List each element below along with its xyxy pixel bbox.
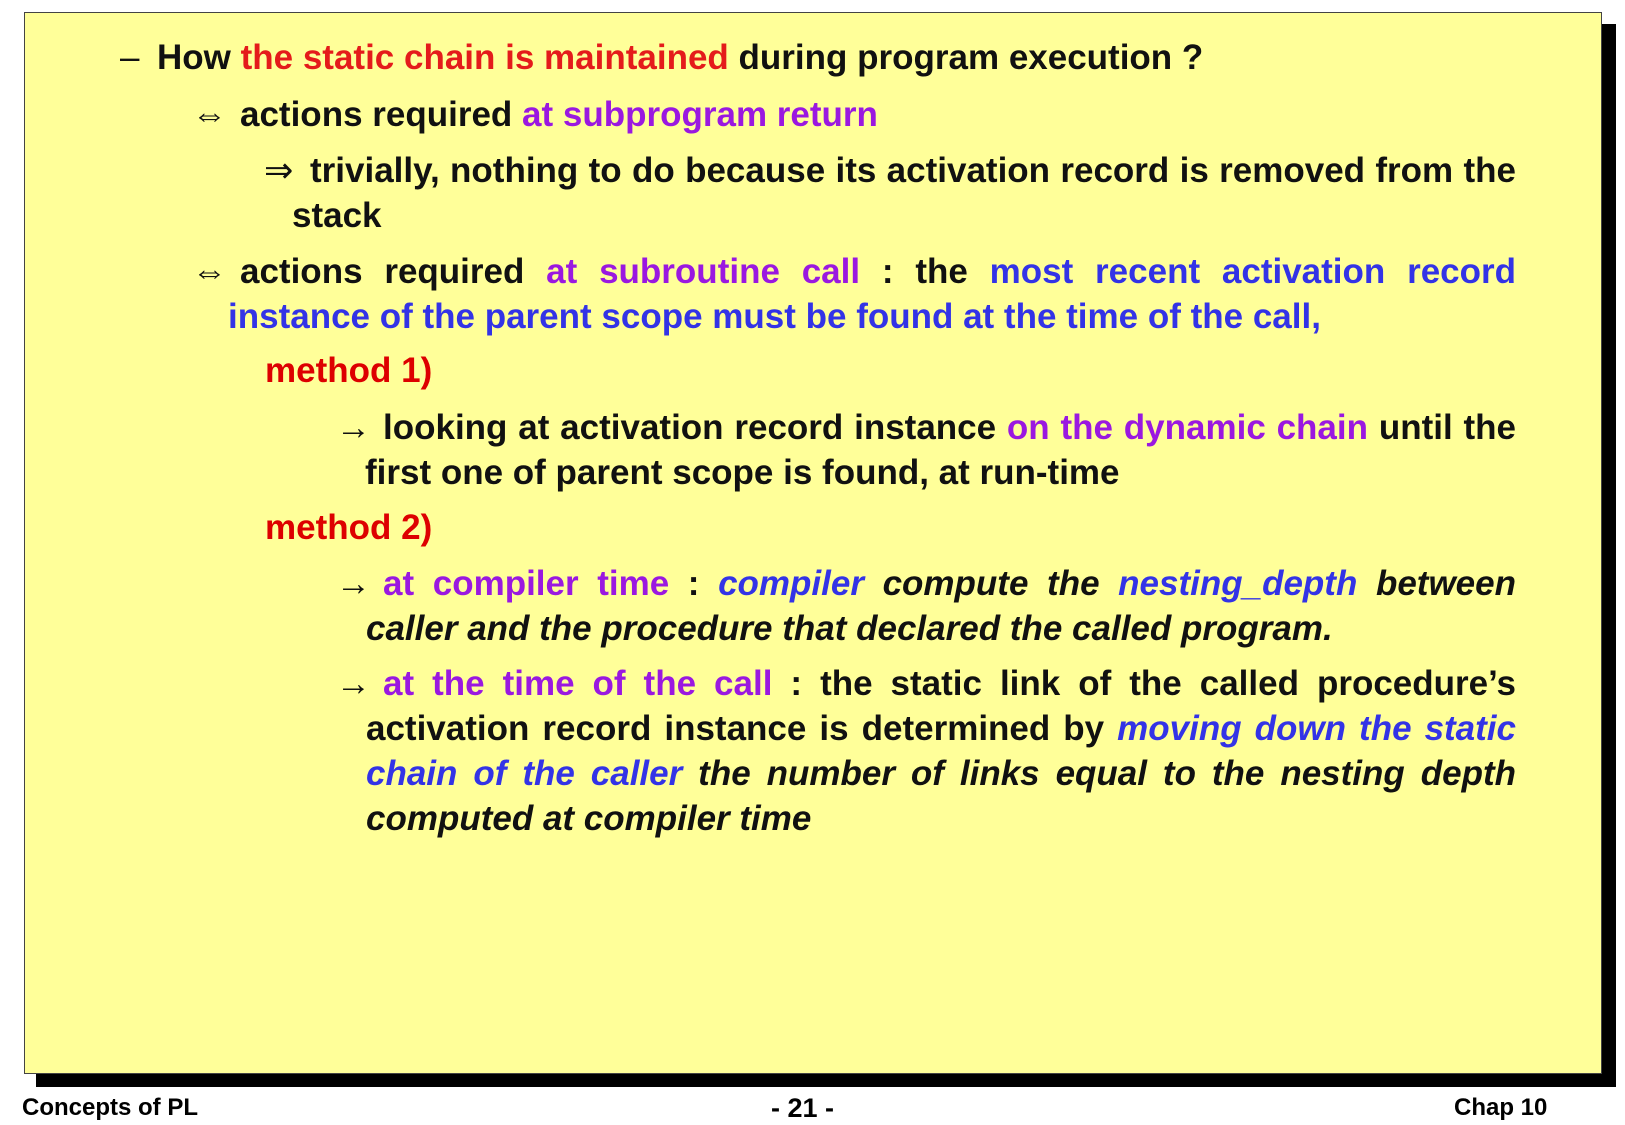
- text-part: looking at activation record instance: [383, 408, 1007, 447]
- text-highlight: on the dynamic chain: [1006, 408, 1369, 447]
- text-highlight: compiler: [718, 564, 864, 603]
- method-1-heading: method 1): [265, 351, 433, 390]
- text-highlight: nesting_depth: [1118, 564, 1358, 603]
- text-part: actions required: [240, 95, 523, 134]
- iff-arrow-icon: ⇔: [192, 95, 227, 134]
- text-part: between caller and the procedure that declared the called program.: [366, 564, 1516, 648]
- return-explanation: trivially, nothing to do because its activation record is removed from the stack: [292, 151, 1516, 235]
- return-actions: [240, 92, 878, 137]
- dash-bullet-icon: –: [120, 38, 140, 77]
- right-arrow-icon: →: [336, 664, 371, 703]
- heading-part: How: [157, 38, 241, 77]
- heading-highlight: the static chain is maintained: [240, 38, 729, 77]
- method-2-compile-time: [366, 561, 1516, 651]
- text-part: the number of links equal to the nesting depth computed at compiler time: [366, 754, 1516, 838]
- text-highlight: most recent activation record instance of the parent scope must be found at the time of the call,: [228, 252, 1517, 336]
- method-1-text: [365, 405, 1516, 495]
- heading-part: during program execution ?: [728, 38, 1204, 77]
- footer-chapter: Chap 10: [1454, 1094, 1548, 1121]
- footer-course-title: Concepts of PL: [22, 1094, 199, 1121]
- right-arrow-icon: →: [336, 408, 371, 447]
- implies-arrow-icon: ⇒: [264, 151, 294, 190]
- text-part: actions required: [240, 252, 547, 291]
- text-highlight: at the time of the call: [383, 664, 773, 703]
- text-highlight: at compiler time: [383, 564, 670, 603]
- method-2-call-time: [366, 661, 1516, 841]
- text-highlight: moving down the static chain of the caller: [366, 709, 1516, 793]
- text-part: : the static link of the called procedure’s activation record instance is determined by: [366, 664, 1516, 748]
- question-heading: [157, 35, 1203, 80]
- text-highlight: at subroutine call: [546, 252, 861, 291]
- right-arrow-icon: →: [336, 564, 371, 603]
- text-part: compute the: [863, 564, 1119, 603]
- text-part: : the: [860, 252, 990, 291]
- text-part: until the first one of parent scope is found, at run-time: [365, 408, 1516, 492]
- call-actions: [228, 249, 1516, 339]
- iff-arrow-icon: ⇔: [192, 252, 227, 291]
- footer-page-number: - 21 -: [771, 1093, 835, 1123]
- text-part: :: [669, 564, 719, 603]
- text-highlight: at subprogram return: [522, 95, 878, 134]
- method-2-heading: method 2): [265, 508, 433, 547]
